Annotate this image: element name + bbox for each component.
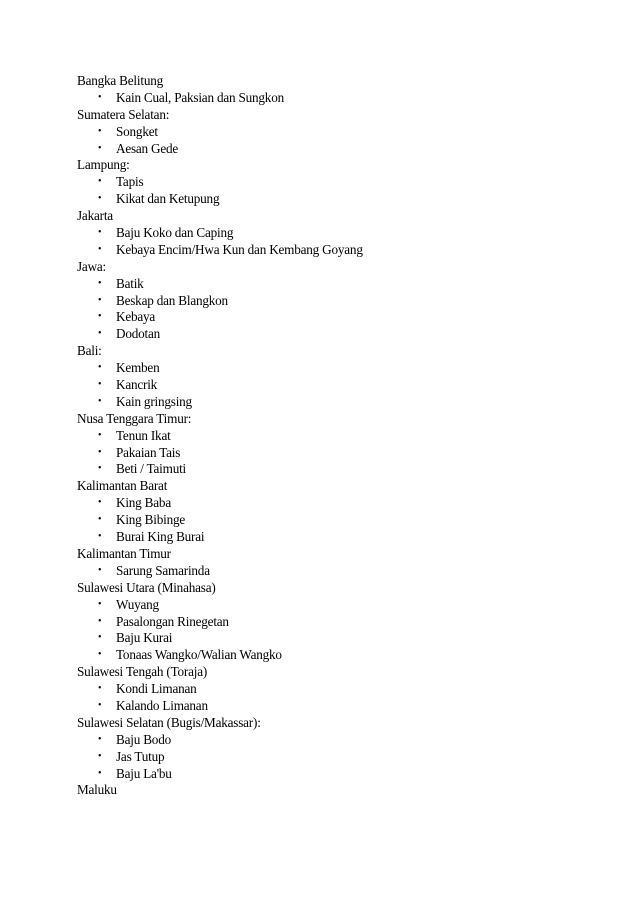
region-heading: Kalimantan Timur [77, 545, 171, 561]
bullet-icon: • [98, 176, 102, 188]
list-item [77, 309, 617, 326]
list-item-text: Kain gringsing [116, 393, 192, 409]
list-item [77, 242, 617, 259]
list-item [77, 647, 617, 664]
bullet-icon: • [98, 463, 102, 475]
list-item [77, 630, 617, 647]
bullet-icon: • [98, 328, 102, 340]
list-item [77, 90, 617, 107]
list-item-text: Kalando Limanan [116, 697, 208, 713]
bullet-icon: • [98, 311, 102, 323]
list-item [77, 749, 617, 766]
list-item [77, 698, 617, 715]
bullet-icon: • [98, 125, 102, 137]
list-item [77, 512, 617, 529]
bullet-icon: • [98, 615, 102, 627]
region-heading: Lampung: [77, 157, 130, 173]
list-item [77, 597, 617, 614]
list-item [77, 495, 617, 512]
list-item-text: Baju Kurai [116, 630, 173, 646]
list-item [77, 529, 617, 546]
list-item [77, 326, 617, 343]
list-item [77, 174, 617, 191]
bullet-icon: • [98, 379, 102, 391]
bullet-icon: • [98, 243, 102, 255]
list-item-text: Baju La'bu [116, 765, 172, 781]
list-item-text: Kondi Limanan [116, 681, 197, 697]
list-item-text: Tonaas Wangko/Walian Wangko [116, 647, 282, 663]
bullet-icon: • [98, 91, 102, 103]
list-item-text: King Baba [116, 495, 171, 511]
list-item [77, 360, 617, 377]
bullet-icon: • [98, 294, 102, 306]
list-item [77, 766, 617, 783]
region-heading: Sulawesi Utara (Minahasa) [77, 579, 216, 595]
bullet-icon: • [98, 683, 102, 695]
list-item [77, 461, 617, 478]
bullet-icon: • [98, 531, 102, 543]
list-item-text: Kancrik [116, 377, 158, 393]
list-item-text: Songket [116, 123, 158, 139]
region-heading: Sulawesi Tengah (Toraja) [77, 664, 208, 680]
list-item-text: Kebaya [116, 309, 156, 325]
bullet-icon: • [98, 395, 102, 407]
list-item [77, 732, 617, 749]
list-item-text: Wuyang [116, 596, 159, 612]
bullet-icon: • [98, 750, 102, 762]
list-item-text: Beskap dan Blangkon [116, 292, 228, 308]
list-item [77, 124, 617, 141]
list-item-text: Pasalongan Rinegetan [116, 613, 229, 629]
region-heading: Jawa: [77, 258, 107, 274]
list-item-text: Kain Cual, Paksian dan Sungkon [116, 89, 284, 105]
list-item [77, 563, 617, 580]
bullet-icon: • [98, 632, 102, 644]
list-item-text: Jas Tutup [116, 748, 165, 764]
bullet-icon: • [98, 227, 102, 239]
bullet-icon: • [98, 446, 102, 458]
list-item-text: King Bibinge [116, 512, 186, 528]
region-heading: Maluku [77, 782, 117, 798]
list-item-text: Tapis [116, 174, 144, 190]
list-item [77, 293, 617, 310]
list-item-text: Batik [116, 275, 144, 291]
bullet-icon: • [98, 767, 102, 779]
bullet-icon: • [98, 514, 102, 526]
region-heading: Jakarta [77, 208, 113, 224]
list-item-text: Kikat dan Ketupung [116, 191, 220, 207]
list-item-text: Kebaya Encim/Hwa Kun dan Kembang Goyang [116, 241, 363, 257]
document-page [77, 73, 617, 799]
bullet-icon: • [98, 429, 102, 441]
bullet-icon: • [98, 699, 102, 711]
list-item-text: Baju Koko dan Caping [116, 225, 234, 241]
list-item [77, 614, 617, 631]
list-item [77, 225, 617, 242]
bullet-icon: • [98, 362, 102, 374]
list-item-text: Beti / Taimuti [116, 461, 187, 477]
list-item [77, 394, 617, 411]
list-item [77, 681, 617, 698]
bullet-icon: • [98, 277, 102, 289]
bullet-icon: • [98, 142, 102, 154]
list-item-text: Baju Bodo [116, 731, 171, 747]
list-item-text: Kemben [116, 360, 160, 376]
clothing-list [77, 73, 617, 799]
bullet-icon: • [98, 649, 102, 661]
list-item-text: Burai King Burai [116, 529, 205, 545]
bullet-icon: • [98, 193, 102, 205]
list-item [77, 141, 617, 158]
bullet-icon: • [98, 497, 102, 509]
bullet-icon: • [98, 598, 102, 610]
list-item-text: Tenun Ikat [116, 427, 171, 443]
region-heading: Sumatera Selatan: [77, 106, 170, 122]
list-item-text: Sarung Samarinda [116, 562, 210, 578]
list-item-text: Aesan Gede [116, 140, 179, 156]
list-item [77, 445, 617, 462]
region-heading: Kalimantan Barat [77, 478, 168, 494]
list-item-text: Dodotan [116, 326, 161, 342]
list-item-text: Pakaian Tais [116, 444, 181, 460]
region-heading: Nusa Tenggara Timur: [77, 410, 192, 426]
region-heading: Sulawesi Selatan (Bugis/Makassar): [77, 714, 261, 730]
list-item [77, 191, 617, 208]
list-item [77, 428, 617, 445]
list-item [77, 377, 617, 394]
region-heading: Bali: [77, 343, 102, 359]
list-item [77, 276, 617, 293]
region-heading: Bangka Belitung [77, 73, 164, 88]
bullet-icon: • [98, 733, 102, 745]
bullet-icon: • [98, 564, 102, 576]
